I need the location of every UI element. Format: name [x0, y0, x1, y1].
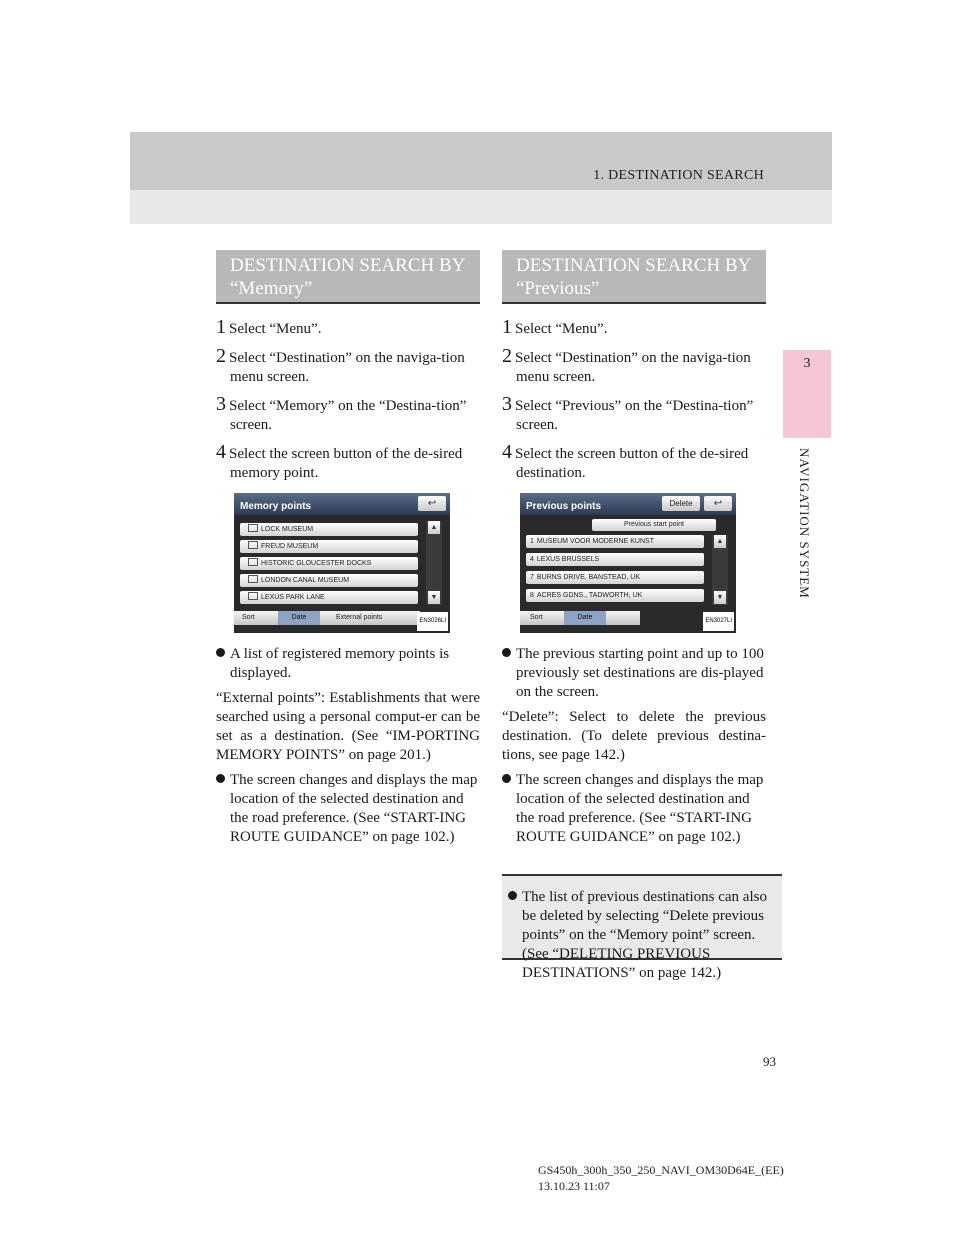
memory-point-item[interactable]: FREUD MUSEUM [240, 540, 418, 553]
memory-point-item[interactable]: LEXUS PARK LANE [240, 591, 418, 604]
left-step-2: 2 Select “Destination” on the naviga-tion menu screen. [216, 345, 465, 385]
memory-point-item[interactable]: LOCK MUSEUM [240, 523, 418, 536]
scroll-up-button[interactable]: ▲ [714, 535, 726, 548]
scroll-down-button[interactable]: ▼ [428, 591, 440, 604]
footer-line2: 13.10.23 11:07 [538, 1179, 610, 1193]
page-number: 93 [763, 1054, 776, 1069]
left-paragraph: “External points”: Establishments that were searched using a personal comput-er can be set as a destination. (See “IM-PORTING MEMORY POINTS” on page 201.) [216, 690, 480, 763]
bullet-icon [502, 648, 511, 657]
right-step-4: 4 Select the screen button of the de-sired destination. [502, 441, 749, 481]
left-column [216, 318, 480, 853]
previous-point-item[interactable]: 4 LEXUS BRUSSELS [526, 553, 704, 566]
left-bullet-2: The screen changes and displays the map location of the selected destination and the road preference. (See “START-ING ROUTE GUIDANCE” on page 102.) [216, 771, 480, 847]
right-title-line1: DESTINATION SEARCH BY [516, 255, 752, 276]
scroll-down-button[interactable]: ▼ [714, 591, 726, 604]
flag-icon [248, 558, 258, 566]
footer [538, 1162, 784, 1194]
note-box [502, 874, 782, 981]
figure-code: EN3027LI [703, 612, 734, 631]
sort-label: Sort [242, 614, 255, 621]
delete-button[interactable]: Delete [662, 496, 700, 511]
section-header: 1. DESTINATION SEARCH [593, 168, 764, 183]
flag-icon [248, 524, 258, 532]
previous-points-screen [520, 493, 736, 633]
bullet-icon [216, 648, 225, 657]
screen-title: Previous points [526, 501, 602, 512]
sort-bar [520, 611, 640, 625]
scroll-up-button[interactable]: ▲ [428, 521, 440, 534]
memory-point-item[interactable]: HISTORIC GLOUCESTER DOCKS [240, 557, 418, 570]
flag-icon [248, 541, 258, 549]
header-subband [130, 190, 832, 224]
sort-date-button[interactable]: Date [278, 611, 320, 625]
right-bullet-2: The screen changes and displays the map location of the selected destination and the road preference. (See “START-ING ROUTE GUIDANCE” on page 102.) [502, 771, 766, 847]
sort-label: Sort [530, 614, 543, 621]
previous-start-point-button[interactable]: Previous start point [592, 519, 716, 531]
memory-point-item[interactable]: LONDON CANAL MUSEUM [240, 574, 418, 587]
memory-points-screen [234, 493, 450, 633]
previous-point-item[interactable]: 8 ACRES GDNS., TADWORTH, UK [526, 589, 704, 602]
screen-title: Memory points [240, 501, 312, 512]
note-bullet: The list of previous destinations can also be deleted by selecting “Delete previous points” on the “Memory point” screen. (See “DELETING PREVIOUS DESTINATIONS” on page 142.) [508, 888, 772, 983]
sort-bar [234, 611, 420, 625]
back-button[interactable]: ↩ [704, 496, 732, 511]
right-title-line2: “Previous” [516, 278, 600, 299]
right-column [502, 318, 766, 853]
left-step-1: 1 Select “Menu”. [216, 316, 322, 338]
bullet-icon [502, 774, 511, 783]
left-bullet-1: A list of registered memory points is displayed. [216, 645, 480, 683]
back-button[interactable]: ↩ [418, 496, 446, 511]
chapter-number: 3 [803, 356, 811, 371]
previous-point-item[interactable]: 1 MUSEUM VOOR MODERNE KUNST [526, 535, 704, 548]
right-step-2: 2 Select “Destination” on the naviga-tion menu screen. [502, 345, 751, 385]
right-step-1: 1 Select “Menu”. [502, 316, 608, 338]
left-section-title [216, 250, 480, 304]
left-step-3: 3 Select “Memory” on the “Destina-tion” screen. [216, 393, 467, 433]
sort-date-button[interactable]: Date [564, 611, 606, 625]
previous-point-item[interactable]: 7 BURNS DRIVE, BANSTEAD, UK [526, 571, 704, 584]
right-section-title [502, 250, 766, 304]
right-bullet-1: The previous starting point and up to 100 previously set destinations are dis-played on the screen. [502, 645, 766, 702]
bullet-icon [216, 774, 225, 783]
flag-icon [248, 592, 258, 600]
right-step-3: 3 Select “Previous” on the “Destina-tion” screen. [502, 393, 754, 433]
flag-icon [248, 575, 258, 583]
left-title-line2: “Memory” [230, 278, 313, 299]
footer-line1: GS450h_300h_350_250_NAVI_OM30D64E_(EE) [538, 1163, 784, 1177]
bullet-icon [508, 891, 517, 900]
figure-code: EN3026LI [417, 612, 448, 631]
left-step-4: 4 Select the screen button of the de-sired memory point. [216, 441, 463, 481]
external-points-button[interactable]: External points [336, 614, 383, 621]
right-paragraph: “Delete”: Select to delete the previous destination. (To delete previous destina-tions, see page 142.) [502, 709, 766, 763]
chapter-label: NAVIGATION SYSTEM [797, 448, 812, 599]
left-title-line1: DESTINATION SEARCH BY [230, 255, 466, 276]
